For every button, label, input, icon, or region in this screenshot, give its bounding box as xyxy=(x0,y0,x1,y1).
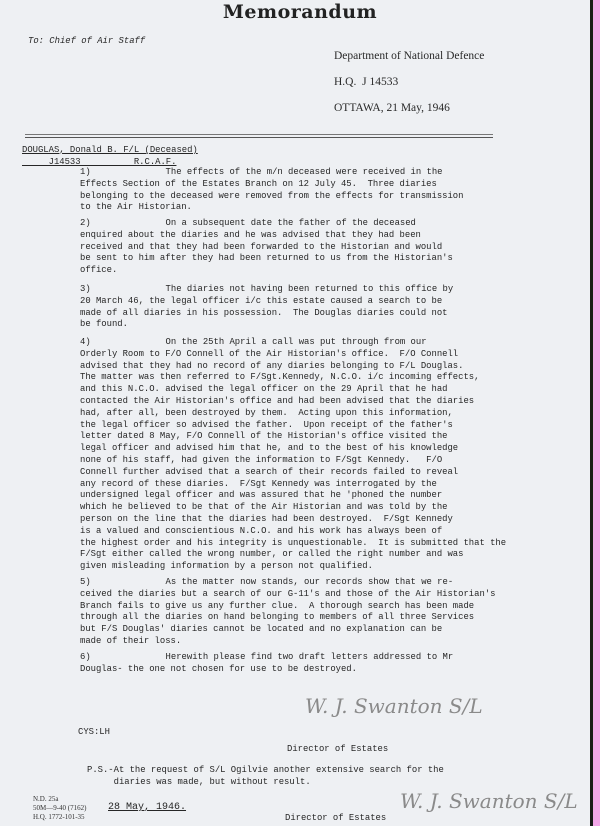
recipient: To: Chief of Air Staff xyxy=(28,36,146,46)
signature-1: W. J. Swanton S/L xyxy=(305,694,483,718)
paragraph-first-row xyxy=(80,652,453,664)
paragraph-line: On the 25th April a call was put through from our xyxy=(91,337,427,347)
department: Department of National Defence xyxy=(334,50,485,62)
paragraph-2 xyxy=(80,218,453,277)
paragraph-line: which he believed to be that of the Air Historian and was told by the xyxy=(80,502,448,513)
paragraph-line: As the matter now stands, our records show that we re- xyxy=(91,577,454,587)
paragraph-line: but F/S Douglas' diaries cannot be located and no explanation can be xyxy=(80,624,443,635)
postscript-line-2: diaries was made, but without result. xyxy=(87,777,311,787)
paragraph-line: contacted the Air Historian's office and had been advised that the diaries xyxy=(80,395,475,406)
paragraph-line: made of all diaries in his possession. The Douglas diaries could not xyxy=(80,307,448,318)
paragraph-line: none of his staff, had given the information to F/Sgt Kennedy. F/O xyxy=(80,454,443,465)
signatory-title-2: Director of Estates xyxy=(285,813,387,823)
paragraph-line: The diaries not having been returned to this office by xyxy=(91,284,454,294)
paragraph-line: advised that they had no record of any diaries belonging to F/L Douglas. xyxy=(80,360,464,371)
paragraph-line: be sent to him after they had been returned to us from the Historian's xyxy=(80,253,453,264)
paragraph-line: enquired about the diaries and he was advised that they had been xyxy=(80,229,421,240)
form-print-code: 50M—9-40 (7162) xyxy=(33,804,87,812)
paragraph-line: Branch fails to give us any further clue. A thorough search has been made xyxy=(80,600,475,611)
paragraph-1 xyxy=(80,167,463,214)
postscript-line-1: P.S.-At the request of S/L Ogilvie another extensive search for the xyxy=(87,765,444,775)
paragraph-line: Orderly Room to F/O Connell of the Air Historian's office. F/O Connell xyxy=(80,348,459,359)
paragraph-line: legal officer and advised him that he, and to the best of his knowledge xyxy=(80,443,459,454)
paragraph-line: to the Air Historian. xyxy=(80,202,192,213)
form-hq-code: H.Q. 1772-101-35 xyxy=(33,813,85,821)
signatory-title-1: Director of Estates xyxy=(287,744,389,754)
paragraph-line: office. xyxy=(80,265,118,276)
paragraph-line: belonging to the deceased were removed from the effects for transmission xyxy=(80,190,464,201)
paragraph-line: The effects of the m/n deceased were received in the xyxy=(91,167,443,177)
paragraph-line: received and that they had been forwarded to the Historian and would xyxy=(80,241,443,252)
paragraph-line: and this N.C.O. advised the legal officer on the 29 April that he had xyxy=(80,384,448,395)
paragraph-line: undersigned legal officer and was assured that he 'phoned the number xyxy=(80,490,443,501)
paragraph-6 xyxy=(80,652,453,676)
paragraph-number: 6) xyxy=(80,652,91,662)
paragraph-line: the legal officer so advised the father. Upon receipt of the father's xyxy=(80,419,453,430)
form-number: N.D. 25a xyxy=(33,795,59,803)
signature-2: W. J. Swanton S/L xyxy=(400,789,578,813)
subject-name: DOUGLAS, Donald B. F/L (Deceased) xyxy=(22,145,198,155)
paragraph-3 xyxy=(80,284,453,331)
paragraph-line: made of their loss. xyxy=(80,635,182,646)
paragraph-number: 5) xyxy=(80,577,91,587)
paragraph-line: given misleading information by a person not qualified. xyxy=(80,561,373,572)
paragraph-line: the highest order and his integrity is unquestionable. It is submitted that the xyxy=(80,537,507,548)
paragraph-line: F/Sgt either called the wrong number, or called the right number and was xyxy=(80,549,464,560)
paragraph-first-row xyxy=(80,577,495,589)
paragraph-line: Connell further advised that a search of their records failed to reveal xyxy=(80,466,459,477)
memo-title: Memorandum xyxy=(222,1,378,23)
paragraph-line: any record of these diaries. F/Sgt Kennedy was interrogated by the xyxy=(80,478,437,489)
paragraph-number: 4) xyxy=(80,337,91,347)
paragraph-line: through all the diaries on hand belonging to members of all three Services xyxy=(80,612,475,623)
typist-initials: CYS:LH xyxy=(78,727,110,737)
hq-reference: H.Q. J 14533 xyxy=(334,76,399,88)
background-border xyxy=(593,0,600,826)
paragraph-line: ceived the diaries but a search of our G-11's and those of the Air Historian's xyxy=(80,588,496,599)
paragraph-number: 3) xyxy=(80,284,91,294)
paragraph-line: 20 March 46, the legal officer i/c this estate caused a search to be xyxy=(80,295,443,306)
paragraph-number: 1) xyxy=(80,167,91,177)
paragraph-line: Douglas- the one not chosen for use to be destroyed. xyxy=(80,663,357,674)
paragraph-line: The matter was then referred to F/Sgt.Kennedy, N.C.O. i/c incoming effects, xyxy=(80,372,480,383)
paragraph-4 xyxy=(80,337,506,573)
paragraph-first-row xyxy=(80,284,453,296)
paragraph-first-row xyxy=(80,167,463,179)
place-date: OTTAWA, 21 May, 1946 xyxy=(334,102,450,114)
paragraph-line: is a valued and conscientious N.C.O. and his work has always been of xyxy=(80,525,443,536)
paragraph-number: 2) xyxy=(80,218,91,228)
paragraph-line: had, after all, been destroyed by them. Acting upon this information, xyxy=(80,407,453,418)
paragraph-line: letter dated 8 May, F/O Connell of the Historian's office visited the xyxy=(80,431,448,442)
subject-number: J14533 R.C.A.F. xyxy=(22,157,177,167)
paragraph-line: Effects Section of the Estates Branch on 12 July 45. Three diaries xyxy=(80,178,437,189)
paragraph-line: Herewith please find two draft letters addressed to Mr xyxy=(91,652,454,662)
postscript-date: 28 May, 1946. xyxy=(108,802,187,813)
paragraph-5 xyxy=(80,577,495,648)
header-divider xyxy=(25,134,493,138)
paragraph-first-row xyxy=(80,337,506,349)
paragraph-first-row xyxy=(80,218,453,230)
paragraph-line: person on the line that the diaries had been destroyed. F/Sgt Kennedy xyxy=(80,513,453,524)
paragraph-line: On a subsequent date the father of the deceased xyxy=(91,218,416,228)
paragraph-line: be found. xyxy=(80,319,128,330)
